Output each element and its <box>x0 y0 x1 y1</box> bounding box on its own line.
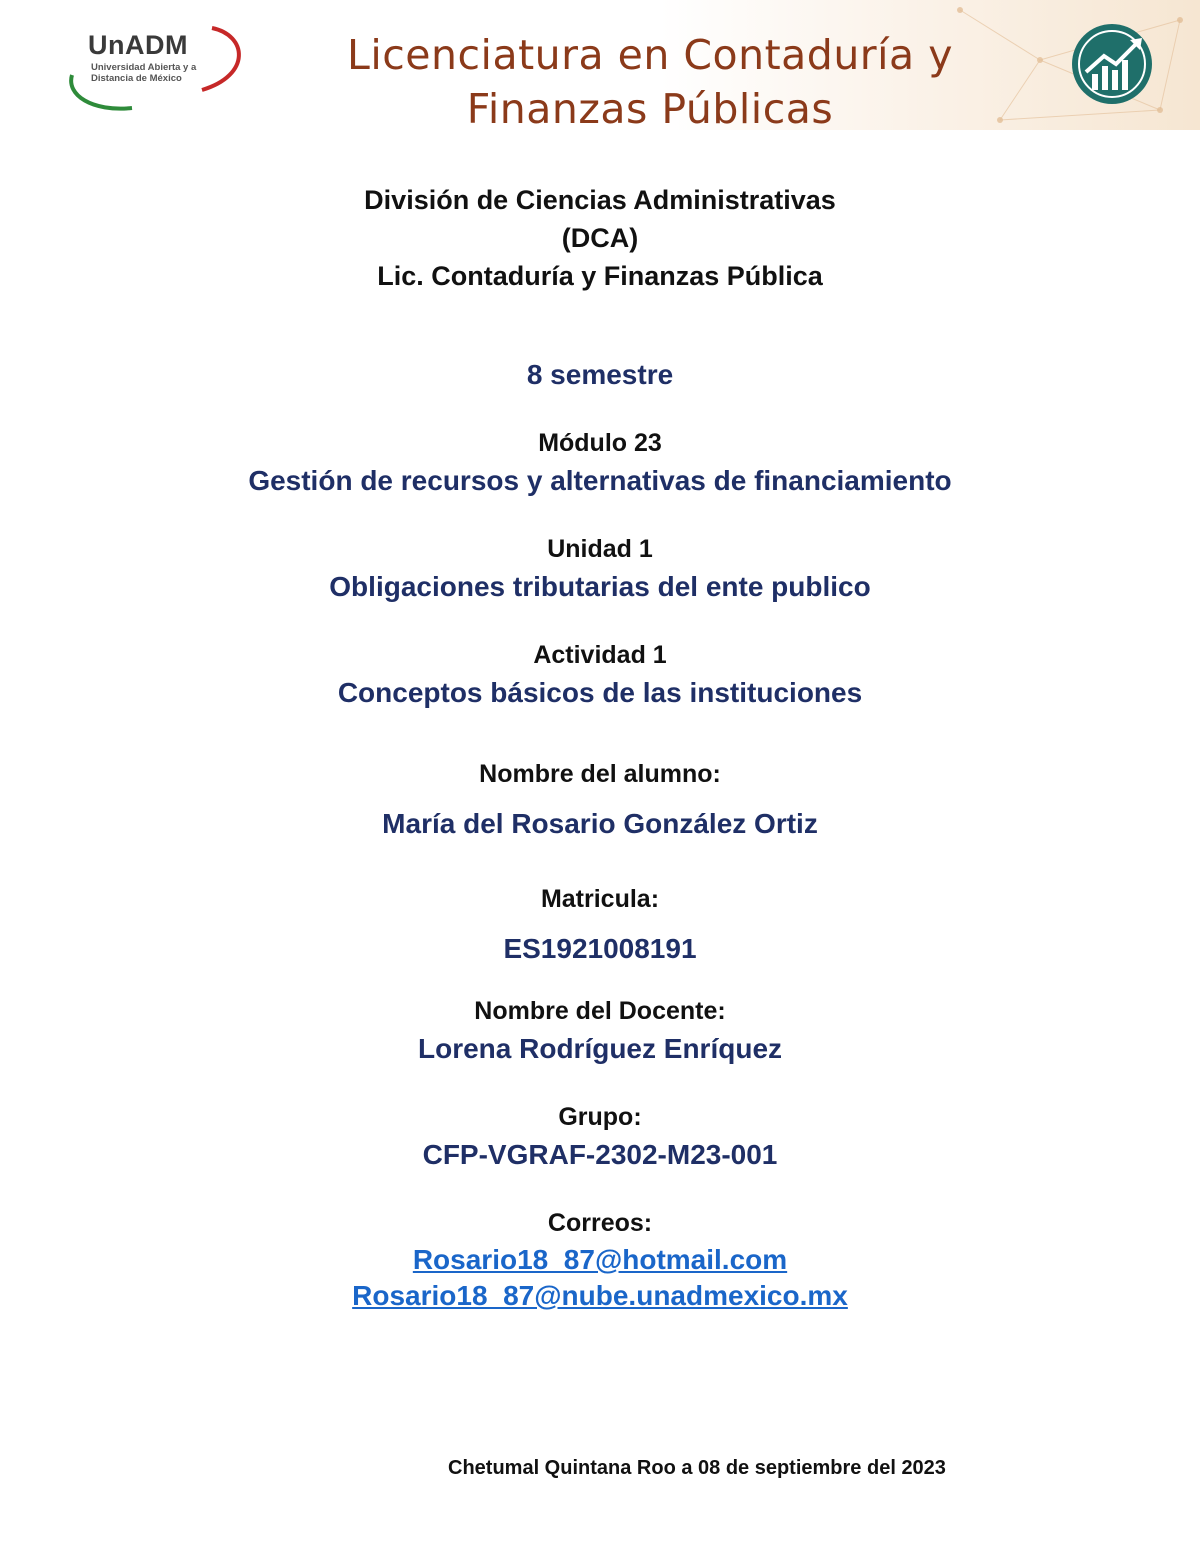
student-block <box>0 755 1200 843</box>
program-title-line-1: Licenciatura en Contaduría y <box>347 31 953 79</box>
program-name: Lic. Contaduría y Finanzas Pública <box>377 261 823 291</box>
enrollment-block <box>0 880 1200 968</box>
module-block <box>0 424 1200 500</box>
teacher-block <box>0 992 1200 1068</box>
student-name: María del Rosario González Ortiz <box>382 808 818 839</box>
division-acronym: (DCA) <box>561 223 639 253</box>
group-value: CFP-VGRAF-2302-M23-001 <box>422 1139 778 1170</box>
activity-label: Actividad 1 <box>533 641 667 669</box>
activity-block <box>0 636 1200 712</box>
module-label: Módulo 23 <box>538 429 662 457</box>
enrollment-value: ES1921008191 <box>503 933 697 964</box>
program-title-line-2: Finanzas Públicas <box>466 85 834 130</box>
group-label: Grupo: <box>558 1103 642 1131</box>
institution-block <box>0 181 1200 295</box>
unit-label: Unidad 1 <box>547 535 653 563</box>
teacher-name: Lorena Rodríguez Enríquez <box>417 1033 783 1064</box>
student-label: Nombre del alumno: <box>479 760 721 788</box>
unadm-logo <box>62 20 252 112</box>
module-name: Gestión de recursos y alternativas de financiamiento <box>248 465 952 496</box>
group-block <box>0 1098 1200 1174</box>
emails-label: Correos: <box>547 1209 653 1237</box>
activity-name: Conceptos básicos de las instituciones <box>337 677 863 708</box>
division-name: División de Ciencias Administrativas <box>364 185 836 215</box>
unit-name: Obligaciones tributarias del ente publico <box>329 571 871 602</box>
program-title <box>260 28 1040 130</box>
unadm-logo-name: UnADM <box>88 30 188 60</box>
semester: 8 semestre <box>526 359 674 390</box>
semester-block <box>0 356 1200 394</box>
unadm-logo-subtitle: Universidad Abierta y a Distancia de México <box>91 62 197 84</box>
place-date: Chetumal Quintana Roo a 08 de septiembre del 2023 <box>448 1457 946 1479</box>
teacher-label: Nombre del Docente: <box>474 997 726 1025</box>
email-link-unadm[interactable]: Rosario18_87@nube.unadmexico.mx <box>352 1280 848 1311</box>
email-link-hotmail[interactable]: Rosario18_87@hotmail.com <box>412 1244 788 1275</box>
unit-block <box>0 530 1200 606</box>
enrollment-label: Matricula: <box>540 885 660 913</box>
chart-growth-icon <box>1070 22 1154 106</box>
emails-block <box>0 1204 1200 1314</box>
page-header <box>0 0 1200 130</box>
